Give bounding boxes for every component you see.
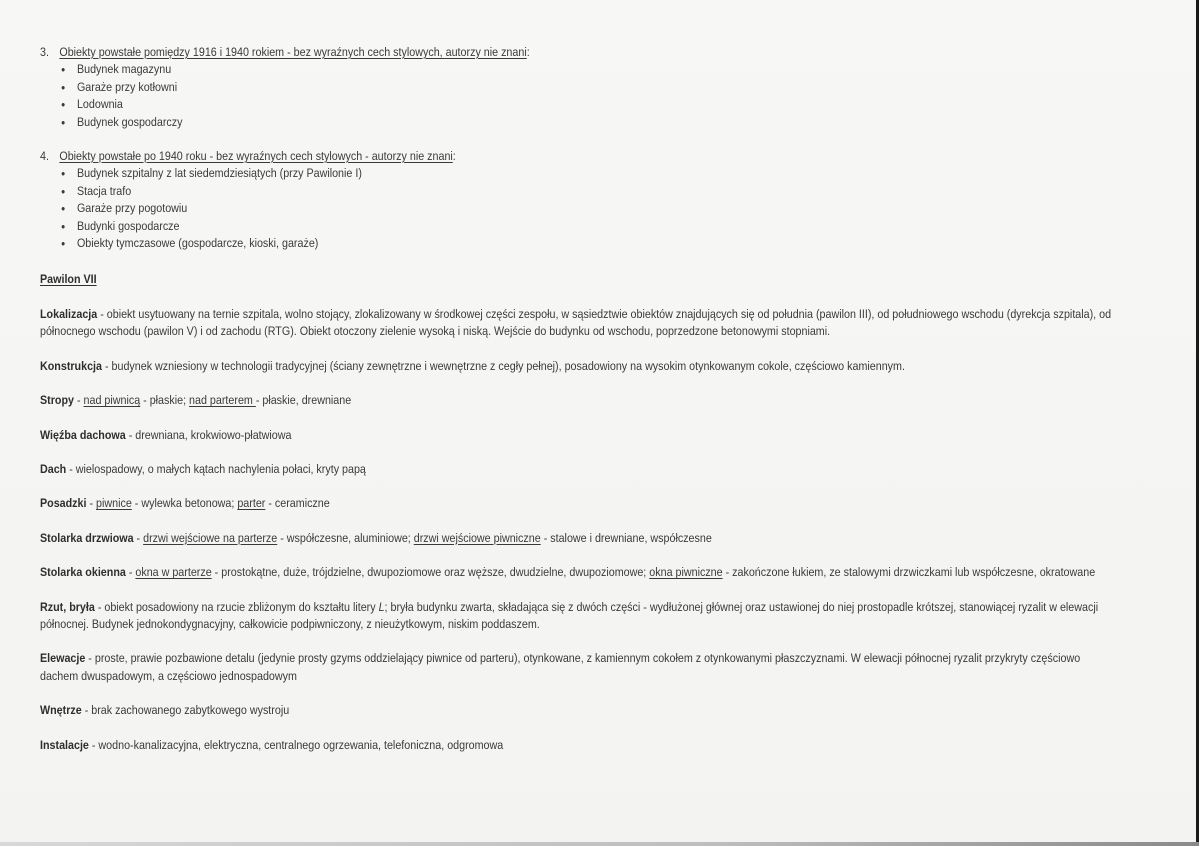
paragraph-dach bbox=[40, 461, 1120, 478]
field-text: - obiekt posadowiony na rzucie zbliżonym do kształtu litery bbox=[94, 599, 379, 614]
section-number: 4. bbox=[40, 149, 49, 164]
field-text: - bbox=[125, 565, 136, 580]
pawilon-title: Pawilon VII bbox=[40, 272, 97, 287]
field-label: Posadzki bbox=[40, 496, 87, 511]
document-body bbox=[40, 44, 1120, 754]
field-subject: drzwi wejściowe piwniczne bbox=[413, 530, 541, 545]
field-text: - współczesne, aluminiowe; bbox=[277, 530, 414, 545]
list-item: • Budynek magazynu bbox=[59, 61, 1119, 78]
section-3-list bbox=[40, 61, 1120, 131]
field-subject: parter bbox=[237, 496, 266, 511]
paragraph-wiezba bbox=[40, 427, 1120, 444]
field-label: Konstrukcja bbox=[40, 358, 102, 373]
field-text: - bbox=[86, 496, 97, 511]
field-text: - drewniana, krokwiowo-płatwiowa bbox=[125, 427, 292, 442]
field-subject: okna piwniczne bbox=[649, 565, 723, 580]
field-text: - obiekt usytuowany na ternie szpitala, wolno stojący, zlokalizowany w środkowej części zespołu, w sąsiedztwie obiektów znajdujących się od południa (pawilon III), od południowego wschodu (dyrekcja szpitala), od północnego wschodu (pawilon V) i od zachodu (RTG). Obiekt otoczony zielenie wysoką i niską. Wejście do budynku od wschodu, poprzedzone betonowymi stopniami. bbox=[40, 306, 1112, 339]
field-text: - wylewka betonowa; bbox=[131, 496, 238, 511]
field-label: Stolarka okienna bbox=[40, 565, 126, 580]
field-text: - prostokątne, duże, trójdzielne, dwupoziomowe oraz węższe, dwudzielne, dwupoziomowe; bbox=[211, 565, 650, 580]
field-label: Instalacje bbox=[40, 737, 89, 752]
section-title-suffix: : bbox=[452, 149, 456, 164]
field-text: - budynek wzniesiony w technologii tradycyjnej (ściany zewnętrzne i wewnętrzne z cegły pełnej), posadowiony na wysokim otynkowanym cokole, częściowo kamiennym. bbox=[101, 358, 905, 373]
paragraph-posadzki bbox=[40, 495, 1120, 512]
paragraph-rzut-bryla bbox=[40, 599, 1120, 634]
field-text: - wielospadowy, o małych kątach nachylenia połaci, kryty papą bbox=[66, 461, 366, 476]
field-text: - bbox=[73, 393, 84, 408]
field-label: Stolarka drzwiowa bbox=[40, 530, 134, 545]
paragraph-stolarka-okienna bbox=[40, 564, 1120, 581]
field-text: ; bryła budynku zwarta, składająca się z dwóch części - wydłużonej głównej oraz ustawionej do niej prostopadle krótszej, stanowiącej ryzalit w elewacji północnej. Budynek jednokondygnacyjny, całkowicie podpiwniczony, z nieużytkowym, niskim poddaszem. bbox=[40, 599, 1099, 631]
field-subject: nad parterem bbox=[189, 393, 256, 408]
paragraph-stropy bbox=[40, 392, 1120, 409]
section-title: Obiekty powstałe pomiędzy 1916 i 1940 rokiem - bez wyraźnych cech stylowych, autorzy nie znani bbox=[59, 45, 527, 59]
field-subject: drzwi wejściowe na parterze bbox=[143, 530, 278, 545]
section-title-suffix: : bbox=[526, 45, 530, 59]
paragraph-stolarka-drzwiowa bbox=[40, 530, 1120, 547]
field-subject: okna w parterze bbox=[135, 565, 212, 580]
field-subject: piwnice bbox=[96, 496, 132, 511]
field-text: - płaskie, drewniane bbox=[255, 393, 352, 408]
field-text: - wodno-kanalizacyjna, elektryczna, centralnego ogrzewania, telefoniczna, odgromowa bbox=[88, 737, 504, 752]
section-4-list bbox=[40, 165, 1120, 252]
field-label: Stropy bbox=[40, 393, 74, 408]
field-text: - proste, prawie pozbawione detalu (jedynie prosty gzyms oddzielający piwnice od parteru), otynkowane, z kamiennym cokołem z otynkowanymi płaszczyznami. W elewacji północnej ryzalit przykryty częściowo dachem dwuspadowym, a częściowo jednospadowym bbox=[40, 651, 1081, 683]
field-label: Wnętrze bbox=[40, 703, 82, 718]
field-label: Elewacje bbox=[40, 651, 86, 666]
field-text: - stalowe i drewniane, współczesne bbox=[540, 530, 712, 545]
field-text: - zakończone łukiem, ze stalowymi drzwiczkami lub współczesne, okratowane bbox=[722, 565, 1096, 580]
list-item: • Budynki gospodarcze bbox=[59, 218, 1119, 235]
section-3-heading bbox=[40, 44, 1120, 61]
list-item: • Garaże przy pogotowiu bbox=[59, 200, 1119, 217]
list-item: • Budynek gospodarczy bbox=[59, 114, 1119, 131]
section-title: Obiekty powstałe po 1940 roku - bez wyraźnych cech stylowych - autorzy nie znani bbox=[59, 149, 453, 164]
section-4-heading bbox=[40, 148, 1120, 165]
paragraph-lokalizacja bbox=[40, 306, 1120, 341]
field-label: Więźba dachowa bbox=[40, 427, 126, 442]
field-label: Rzut, bryła bbox=[40, 599, 95, 614]
section-number: 3. bbox=[40, 45, 49, 59]
list-item: • Stacja trafo bbox=[59, 183, 1119, 200]
paragraph-konstrukcja bbox=[40, 358, 1120, 375]
list-item: • Budynek szpitalny z lat siedemdziesiątych (przy Pawilonie I) bbox=[59, 165, 1119, 182]
field-letter: L bbox=[378, 599, 385, 614]
field-label: Dach bbox=[40, 461, 67, 476]
paragraph-elewacje bbox=[40, 650, 1120, 685]
field-text: - ceramiczne bbox=[265, 496, 330, 511]
paragraph-wnetrze bbox=[40, 702, 1120, 719]
list-item: • Obiekty tymczasowe (gospodarcze, kioski, garaże) bbox=[59, 235, 1119, 252]
list-item: • Lodownia bbox=[59, 96, 1119, 113]
field-text: - bbox=[133, 530, 144, 545]
scan-edge-bottom bbox=[0, 842, 1199, 846]
field-text: - brak zachowanego zabytkowego wystroju bbox=[81, 703, 290, 718]
field-text: - płaskie; bbox=[140, 393, 190, 408]
list-item: • Garaże przy kotłowni bbox=[59, 79, 1119, 96]
field-subject: nad piwnicą bbox=[83, 393, 141, 408]
paragraph-instalacje bbox=[40, 737, 1120, 754]
field-label: Lokalizacja bbox=[40, 306, 98, 321]
